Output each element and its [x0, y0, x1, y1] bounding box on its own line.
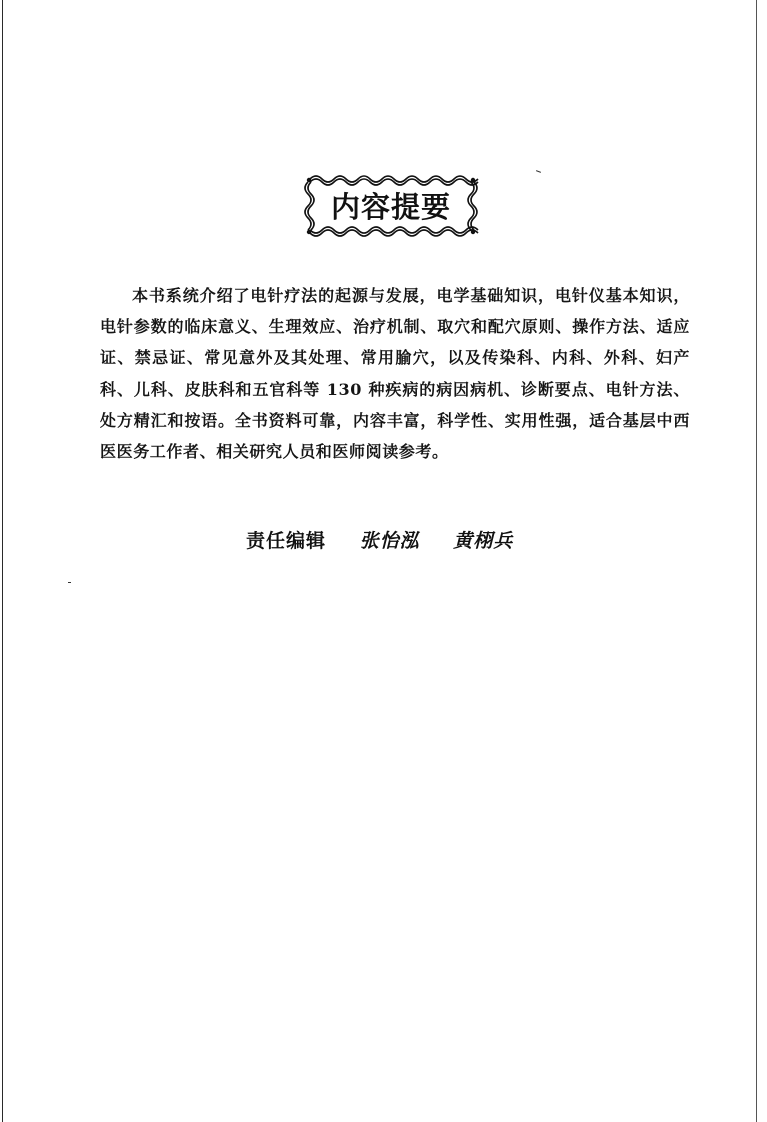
editor-name: 张怡泓 — [359, 530, 420, 552]
editor-name: 黄栩兵 — [453, 530, 514, 552]
editors-line — [246, 526, 513, 553]
scan-border-right — [756, 0, 757, 1122]
scan-border-left — [2, 0, 3, 1122]
editors-role-label: 责任编辑 — [246, 530, 327, 552]
title-ornamental-frame — [300, 170, 482, 242]
abstract-paragraph: 本书系统介绍了电针疗法的起源与发展，电学基础知识，电针仪基本知识，电针参数的临床意义、生理效应、治疗机制、取穴和配穴原则、操作方法、适应证、禁忌证、常见意外及其处理、常用腧穴，以及传染科、内科、外科、妇产科、儿科、皮肤科和五官科等 130 种疾病的病因病机、诊断要点、电针方法、处方精汇和按语。全书资料可靠，内容丰富，科学性、实用性强，适合基层中西医医务工作者、相关研究人员和医师阅读参考。 — [100, 286, 690, 462]
page-title: 内容提要 — [330, 190, 451, 224]
scan-speck — [68, 582, 71, 583]
scan-speck — [536, 170, 541, 173]
